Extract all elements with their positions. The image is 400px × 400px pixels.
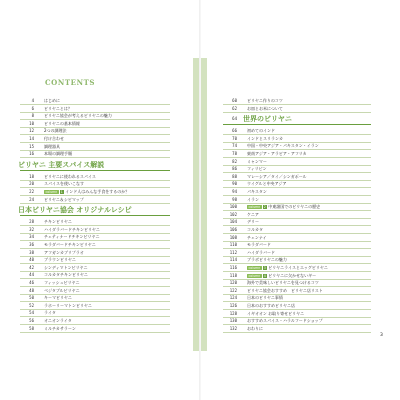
toc-page-number: 114 xyxy=(229,257,237,263)
toc-rule xyxy=(223,332,371,333)
toc-page-number: 16 xyxy=(29,151,34,157)
toc-page-number: 15 xyxy=(29,143,34,149)
toc-title-text: コルカタチキンビリヤニ xyxy=(44,272,88,278)
toc-title-text: 調理器具 xyxy=(44,143,60,149)
toc-title-text: 東南アジア・アラビア・アフリカ xyxy=(247,151,307,156)
toc-title-text: 本場の調理手順 xyxy=(44,151,72,157)
toc-title-text: チキンビリヤニ xyxy=(44,219,72,225)
toc-title-text: 日本のおすすめビリヤニ店 xyxy=(247,303,295,308)
toc-page-number: 6 xyxy=(31,105,34,111)
toc-title-text: ブラウンビリヤニ xyxy=(44,257,76,263)
toc-title-text: ビリヤニの基本情報 xyxy=(44,120,80,126)
toc-page-number: 110 xyxy=(229,242,237,248)
toc-page-number: 62 xyxy=(232,105,237,111)
toc-page-number: 44 xyxy=(29,272,34,278)
toc-page-number: 36 xyxy=(29,242,34,247)
toc-page-number: 4 xyxy=(31,98,34,103)
toc-title-text: ハイダラバードチキンビリヤニ xyxy=(44,226,100,232)
toc-page-number: 118 xyxy=(229,272,237,278)
toc-page-number: 24 xyxy=(29,196,34,202)
toc-page-number: 38 xyxy=(29,249,34,255)
toc-title-text: ミルチカサラーン xyxy=(44,325,76,331)
toc-title-text: ハイダラバード xyxy=(247,249,275,255)
toc-title-text: 海外で美味しいビリヤニを見つけるコツ xyxy=(247,280,319,286)
toc-page-number: 124 xyxy=(229,295,237,301)
toc-page-number: 100 xyxy=(229,204,237,210)
toc-page-number: 50 xyxy=(29,295,34,301)
toc-page-number: 86 xyxy=(232,166,237,172)
toc-title-text: デリー xyxy=(247,219,259,225)
toc-page-number: 60 xyxy=(232,98,237,103)
toc-page-number: 34 xyxy=(29,234,34,240)
column-badge: column xyxy=(248,266,261,270)
toc-title-text: モラダバード xyxy=(247,242,271,248)
toc-page-number: 20 xyxy=(29,181,34,187)
toc-title-text: キーマビリヤニ xyxy=(44,295,72,301)
column-badge-number: 3 xyxy=(263,266,266,270)
toc-title-text: マレーシア／タイ／シンガポール xyxy=(247,173,307,179)
toc-entry[interactable] xyxy=(223,105,371,113)
toc-page-number: 78 xyxy=(232,151,237,156)
toc-title-text: ライタ xyxy=(44,310,56,316)
toc-title-text: オニオンライタ xyxy=(44,318,72,323)
toc-title-text: コルカタ xyxy=(247,227,263,232)
toc-title-text: イギオオン お取り寄せビリヤニ xyxy=(247,310,305,316)
toc-page-number: 12 xyxy=(29,128,34,134)
toc-page-number: 18 xyxy=(29,173,34,179)
section-page-number: 64 xyxy=(232,116,237,122)
toc-page-number: 130 xyxy=(229,318,237,324)
toc-page-number: 122 xyxy=(229,287,237,293)
toc-title-text: ビリヤニ＆シビマップ xyxy=(44,196,84,202)
toc-title-text: ビリヤニ作りのコツ xyxy=(247,98,283,103)
toc-page-number: 56 xyxy=(29,318,34,323)
toc-title-text: 2つの調理法 xyxy=(44,128,67,134)
toc-page-number: 120 xyxy=(229,280,237,286)
toc-page-number: 102 xyxy=(229,211,237,217)
toc-title-text: ビリヤニ協会が考えるビリヤニの魅力 xyxy=(44,113,112,119)
page-number: 3 xyxy=(380,333,383,338)
toc-page-number: 46 xyxy=(29,280,34,285)
column-badge: column xyxy=(248,273,261,278)
toc-title-text: 中国・中央アジア・パキスタン・イラン xyxy=(247,143,319,149)
column-badge: column xyxy=(45,190,58,194)
toc-page-number: 22 xyxy=(29,189,34,194)
right-green-strip xyxy=(200,58,207,351)
section-title: 世界のビリヤニ xyxy=(243,114,292,124)
toc-page-number: 40 xyxy=(29,257,34,263)
toc-title-text: ケニア xyxy=(247,211,259,217)
section-title: 日本ビリヤニ協会 オリジナルレシピ xyxy=(18,205,132,215)
toc-title-text: おわりに xyxy=(247,325,263,331)
toc-title-text: インドとスリランカ xyxy=(247,135,283,141)
toc-title-text: はじめに xyxy=(44,98,60,103)
toc-title-text: 初めてのインド xyxy=(247,128,275,134)
toc-title-text: ベジタブルビリヤニ xyxy=(44,287,80,293)
toc-page-number: 126 xyxy=(229,303,237,308)
toc-page-number: 42 xyxy=(29,264,34,270)
toc-title-text: フィッシュビリヤニ xyxy=(44,280,80,285)
toc-title-text: 付け合わせ xyxy=(44,136,64,141)
toc-page-number: 48 xyxy=(29,287,34,293)
toc-page-number: 8 xyxy=(31,113,34,119)
toc-title-text: ウイグルと中央アジア xyxy=(247,181,287,187)
toc-title-text: おすすめスパイス・ハラルフードショップ xyxy=(247,318,323,324)
section-title: ビリヤニ 主要スパイス解説 xyxy=(18,159,105,169)
toc-page-number: 52 xyxy=(29,302,34,308)
column-badge-number: 4 xyxy=(263,273,266,278)
toc-title-text: イラン xyxy=(247,196,259,202)
toc-page-number: 104 xyxy=(229,219,237,225)
toc-page-number: 32 xyxy=(29,226,34,232)
toc-title-text: ブラボビリヤニの魅力 xyxy=(247,257,287,263)
toc-page-number: 54 xyxy=(29,310,34,316)
toc-page-number: 106 xyxy=(229,227,237,232)
toc-page-number: 128 xyxy=(229,310,237,316)
toc-page-number: 14 xyxy=(29,136,34,141)
toc-page-number: 10 xyxy=(29,120,34,126)
toc-title-text: パキスタン xyxy=(247,189,267,194)
toc-rule xyxy=(223,112,371,113)
toc-title-text: フィリピン xyxy=(247,166,267,172)
toc-page-number: 28 xyxy=(29,219,34,225)
toc-title-text: ミャンマー xyxy=(247,158,267,164)
toc-page-number: 82 xyxy=(232,158,237,164)
toc-title-text: お皿とお米について xyxy=(247,105,283,111)
toc-page-number: 94 xyxy=(232,189,237,194)
toc-title-text: インド人はみんな手食をするのか？ xyxy=(65,189,130,194)
toc-page-number: 112 xyxy=(229,249,237,255)
toc-title-text: チェンナイ xyxy=(247,234,267,240)
toc-title-text: ビリヤニに欠かせないギー xyxy=(268,272,317,278)
column-badge-number: 2 xyxy=(263,205,266,210)
toc-title-text: ビリヤニライスとエッグビリヤニ xyxy=(268,265,328,270)
column-badge: column xyxy=(248,205,261,210)
toc-title-text: モラダバードチキンビリヤニ xyxy=(44,242,96,247)
contents-heading: CONTENTS xyxy=(45,78,96,87)
toc-title-text: シンディマトンビリヤニ xyxy=(44,264,88,270)
toc-page-number: 66 xyxy=(232,128,237,134)
toc-title-text: 中東諸国でのビリヤニの歴史 xyxy=(268,204,321,210)
toc-entry[interactable] xyxy=(223,325,371,333)
toc-page-number: 74 xyxy=(232,143,237,149)
toc-page-number: 58 xyxy=(29,325,34,331)
toc-title-text: アフガンカブリプラオ xyxy=(44,249,84,255)
toc-page-number: 88 xyxy=(232,173,237,179)
toc-title-text: スパイスを使いこなす xyxy=(44,181,84,187)
toc-title-text: チェティナードチキンビリヤニ xyxy=(44,234,100,240)
toc-page-number: 132 xyxy=(229,325,237,331)
toc-title-text: ビリヤニとは？ xyxy=(44,105,72,111)
toc-page-number: 70 xyxy=(232,135,237,141)
toc-title-text: ラホーリーマトンビリヤニ xyxy=(44,302,92,308)
toc-page-number: 90 xyxy=(232,181,237,187)
toc-title-text: ビリヤニに使われるスパイス xyxy=(44,173,96,179)
column-badge-number: 1 xyxy=(60,190,63,194)
toc-page-number: 108 xyxy=(229,234,237,240)
toc-section-heading[interactable] xyxy=(223,114,371,124)
section-rule xyxy=(223,124,371,125)
toc-page-number: 98 xyxy=(232,196,237,202)
toc-title-text: 日本のビリヤニ事情 xyxy=(247,295,283,301)
toc-page-number: 116 xyxy=(229,265,237,270)
toc-title-text: ビリヤニ協会おすすめ ビリヤニ店リスト xyxy=(247,287,323,293)
